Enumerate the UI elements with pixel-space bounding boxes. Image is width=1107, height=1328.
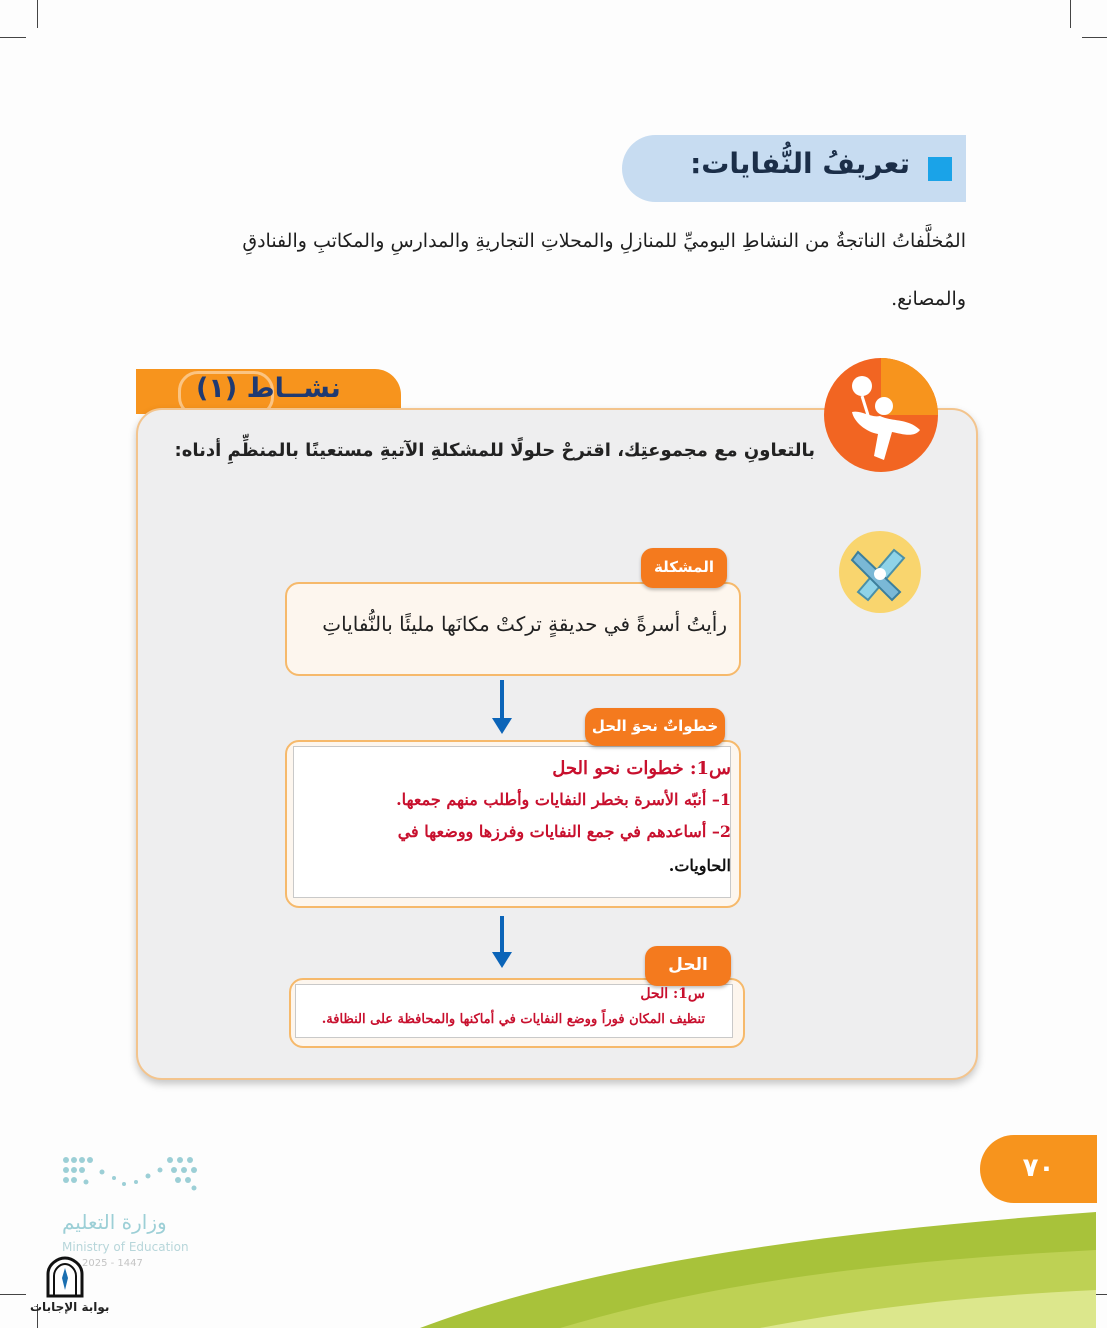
crop-mark bbox=[37, 0, 38, 28]
flow-arrow-2-head bbox=[492, 952, 512, 968]
page-number: ٧٠ bbox=[980, 1135, 1097, 1203]
portal-logo-icon bbox=[44, 1256, 86, 1298]
solution-heading: س1: الحل bbox=[640, 986, 705, 1002]
definition-line-1: المُخلَّفاتُ الناتجةُ من النشاطِ اليوميِّ للمنازلِ والمحلاتِ التجاريةِ والمدارسِ والمكاتبِ والفنادقِ bbox=[242, 230, 966, 252]
ministry-name-en: Ministry of Education bbox=[62, 1240, 189, 1254]
activity-instruction: بالتعاونِ مع مجموعتِك، اقترحْ حلولًا للمشكلةِ الآتيةِ مستعينًا بالمنظِّمِ أدناه: bbox=[174, 440, 815, 461]
crop-mark bbox=[1070, 0, 1071, 28]
section-square-icon bbox=[928, 157, 952, 181]
activity-title: نشــاط (١) bbox=[196, 373, 341, 404]
flow-arrow-1-head bbox=[492, 718, 512, 734]
steps-label: خطواتٌ نحوَ الحل bbox=[585, 708, 725, 746]
definition-line-2: والمصانع. bbox=[891, 288, 966, 310]
problem-label: المشكلة bbox=[641, 548, 727, 588]
solution-label: الحل bbox=[645, 946, 731, 986]
problem-text: رأيتُ أسرةً في حديقةٍ تركتْ مكانَها مليئًا بالنُّفاياتِ bbox=[322, 612, 727, 636]
portal-name: بوابة الإجابات bbox=[30, 1300, 110, 1314]
steps-line-1: 1– أنبّه الأسرة بخطر النفايات وأطلب منهم جمعها. bbox=[396, 790, 731, 809]
flow-arrow-1 bbox=[500, 680, 504, 720]
crop-mark bbox=[0, 37, 26, 38]
ministry-name-ar: وزارة التعليم bbox=[62, 1210, 167, 1234]
section-title-band bbox=[622, 135, 966, 202]
ministry-logo-icon bbox=[62, 1154, 198, 1200]
pencil-tools-icon bbox=[838, 530, 922, 614]
solution-text: تنظيف المكان فوراً ووضع النفايات في أماكنها والمحافظة على النظافة. bbox=[321, 1012, 705, 1027]
crop-mark bbox=[1082, 37, 1107, 38]
steps-line-3: الحاويات. bbox=[668, 856, 731, 875]
steps-line-2: 2– أساعدهم في جمع النفايات وفرزها ووضعها في bbox=[397, 822, 731, 841]
flow-arrow-2 bbox=[500, 916, 504, 954]
steps-heading: س1: خطوات نحو الحل bbox=[552, 758, 731, 779]
edition-year: 2025 - 1447 bbox=[82, 1258, 143, 1269]
section-title: تعريفُ النُّفايات: bbox=[690, 147, 910, 180]
activity-figure-icon bbox=[822, 356, 940, 474]
